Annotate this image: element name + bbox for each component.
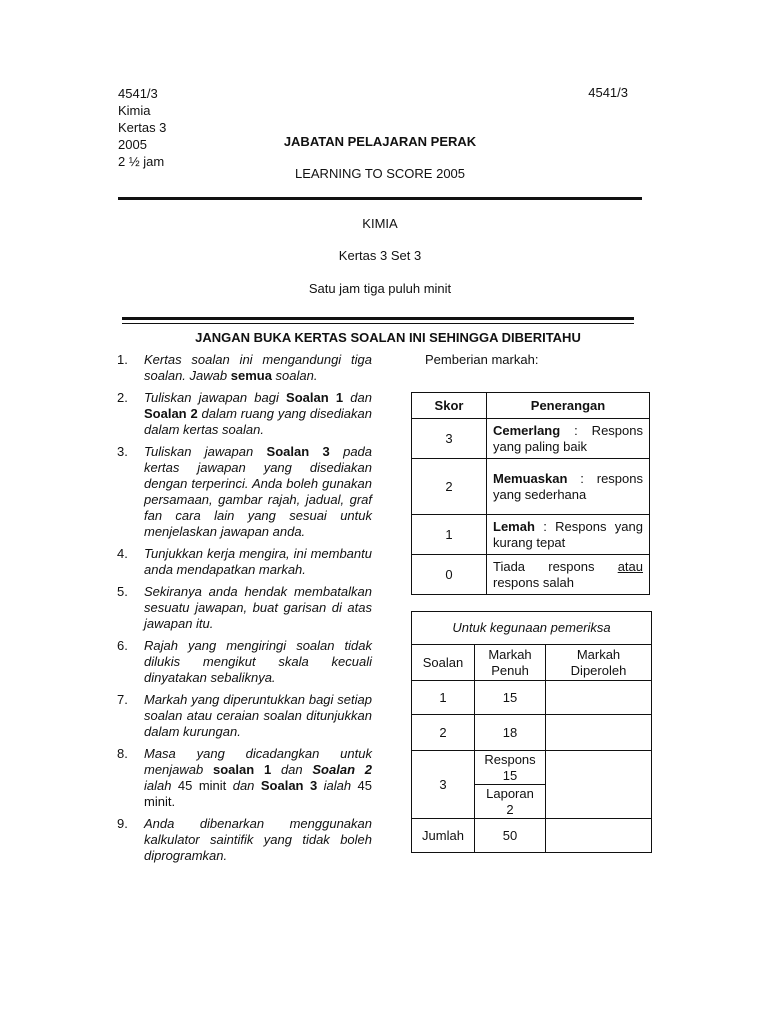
- warning-heading: JANGAN BUKA KERTAS SOALAN INI SEHINGGA DIBERITAHU: [195, 330, 581, 345]
- header-markah-diperoleh: Markah Diperoleh: [546, 645, 652, 681]
- instruction-item: 8. Masa yang dicadangkan untuk menjawab soalan 1 dan Soalan 2 ialah 45 minit dan Soalan 3 ialah 45 minit.: [117, 746, 373, 809]
- paper-title: Kertas 3 Set 3: [338, 248, 422, 263]
- header-markah-penuh: Markah Penuh: [475, 645, 546, 681]
- duration-title: Satu jam tiga puluh minit: [308, 281, 452, 296]
- table-row: 1 15: [412, 681, 652, 715]
- paper-code-right: 4541/3: [588, 85, 628, 100]
- paper-number: Kertas 3: [118, 120, 167, 135]
- paper-time: 2 ½ jam: [118, 154, 165, 169]
- marking-caption: Pemberian markah:: [425, 352, 539, 367]
- subject-name: Kimia: [118, 103, 151, 118]
- instruction-item: 9. Anda dibenarkan menggunakan kalkulator saintifik yang tidak boleh diprogramkan.: [117, 816, 372, 863]
- instruction-item: 7. Markah yang diperuntukkan bagi setiap soalan atau ceraian soalan ditunjukkan dalam kurungan.: [117, 692, 372, 739]
- examiner-caption: Untuk kegunaan pemeriksa: [412, 612, 652, 645]
- table-row: Laporan 2: [412, 785, 652, 819]
- table-row: Jumlah 50: [412, 819, 652, 853]
- paper-code: 4541/3: [118, 86, 158, 101]
- department-title: JABATAN PELAJARAN PERAK: [283, 134, 477, 149]
- table-row: 1 Lemah : Respons yang kurang tepat: [412, 515, 650, 555]
- instruction-item: 4. Tunjukkan kerja mengira, ini membantu anda mendapatkan markah.: [117, 546, 372, 577]
- marking-table: [411, 392, 650, 595]
- header-soalan: Soalan: [412, 645, 475, 681]
- paper-info-block: [118, 85, 166, 170]
- instruction-item: 5. Sekiranya anda hendak membatalkan sesuatu jawapan, buat garisan di atas jawapan itu.: [117, 584, 372, 631]
- score-input-cell[interactable]: [546, 751, 652, 819]
- instruction-item: 1. Kertas soalan ini mengandungi tiga soalan. Jawab semua soalan.: [117, 352, 372, 383]
- subject-title: KIMIA: [362, 216, 398, 231]
- score-input-cell[interactable]: [546, 681, 652, 715]
- table-row: 2 Memuaskan : respons yang sederhana: [412, 459, 650, 515]
- instruction-item: 2. Tuliskan jawapan bagi Soalan 1 dan Soalan 2 dalam ruang yang disediakan dalam kertas soalan.: [117, 390, 372, 437]
- instruction-item: 3. Tuliskan jawapan Soalan 3 pada kertas jawapan yang disediakan dengan terperinci. Anda boleh gunakan persamaan, gambar rajah, jadual, graf fan cara lain yang sesuai untuk menjelaskan jawapan anda.: [117, 444, 373, 539]
- header-skor: Skor: [412, 393, 487, 419]
- table-row: 0 Tiada respons atau respons salah: [412, 555, 650, 595]
- examiner-table: [411, 611, 652, 853]
- program-title: LEARNING TO SCORE 2005: [294, 166, 466, 181]
- divider-middle-thin: [122, 323, 634, 324]
- divider-top: [118, 197, 642, 200]
- score-input-cell[interactable]: [546, 819, 652, 853]
- table-row: 2 18: [412, 715, 652, 751]
- table-row: 3 Respons 15: [412, 751, 652, 785]
- instruction-item: 6. Rajah yang mengiringi soalan tidak dilukis mengikut skala kecuali dinyatakan sebaliknya.: [117, 638, 372, 685]
- paper-year: 2005: [118, 137, 147, 152]
- instructions-list: [117, 352, 372, 870]
- table-row: 3 Cemerlang : Respons yang paling baik: [412, 419, 650, 459]
- divider-middle: [122, 317, 634, 320]
- score-input-cell[interactable]: [546, 715, 652, 751]
- header-penerangan: Penerangan: [487, 393, 650, 419]
